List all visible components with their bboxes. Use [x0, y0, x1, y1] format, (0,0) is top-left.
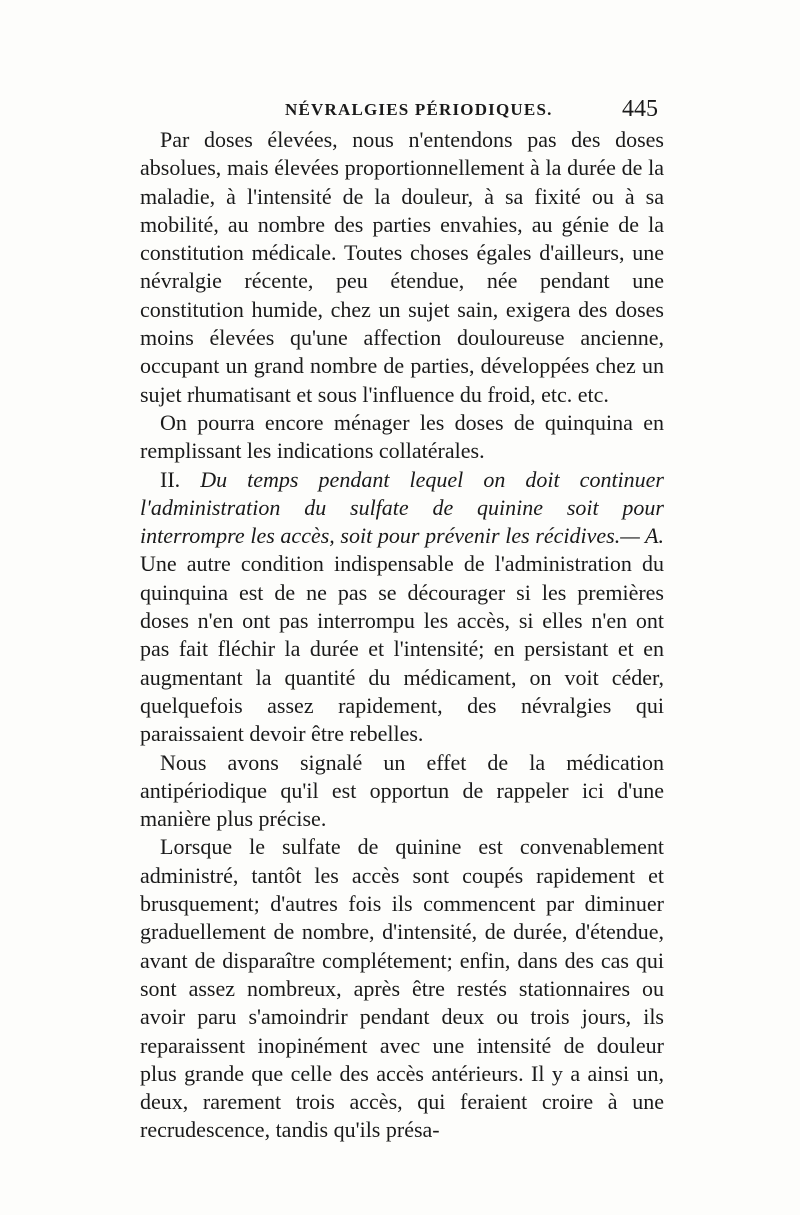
- running-title: NÉVRALGIES PÉRIODIQUES.: [285, 100, 553, 119]
- page-number: 445: [622, 96, 658, 122]
- paragraph-section-ii: [140, 466, 664, 749]
- page-header: [140, 96, 658, 126]
- section-heading: Du temps pendant lequel on doit continuer l'administration du sulfate de quinine soit pour interrompre les accès, soit pour prévenir les récidives.— A.: [140, 466, 664, 549]
- paragraph-quinquina: On pourra encore ménager les doses de quinquina en remplissant les indications collatérales.: [140, 409, 664, 464]
- body-text: [140, 126, 664, 1145]
- section-number: II.: [160, 466, 201, 492]
- paragraph-effet: Nous avons signalé un effet de la médication antipériodique qu'il est opportun de rappeler ici d'une manière plus précise.: [140, 749, 664, 832]
- paragraph-lorsque: Lorsque le sulfate de quinine est convenablement administré, tantôt les accès sont coupés rapidement et brusquement; d'autres fois ils commencent par diminuer graduellement de nombre, d'intensité, de durée, d'étendue, avant de disparaître complétement; enfin, dans des cas qui sont assez nombreux, après être restés stationnaires ou avoir paru s'amoindrir pendant deux ou trois jours, ils reparaissent inopinément avec une intensité de douleur plus grande que celle des accès antérieurs. Il y a ainsi un, deux, rarement trois accès, qui feraient croire à une recrudescence, tandis qu'ils présa-: [140, 834, 664, 1143]
- paragraph-doses: Par doses élevées, nous n'entendons pas des doses absolues, mais élevées proportionnellement à la durée de la maladie, à l'intensité de la douleur, à sa fixité ou à sa mobilité, au nombre des parties envahies, au génie de la constitution médicale. Toutes choses égales d'ailleurs, une névralgie récente, peu étendue, née pendant une constitution humide, chez un sujet sain, exigera des doses moins élevées qu'une affection douloureuse ancienne, occupant un grand nombre de parties, développées chez un sujet rhumatisant et sous l'influence du froid, etc. etc.: [140, 127, 664, 407]
- section-body: Une autre condition indispensable de l'administration du quinquina est de ne pas se décourager si les premières doses n'en ont pas interrompu les accès, si elles n'en ont pas fait fléchir la durée et l'intensité; en persistant et en augmentant la quantité du médicament, on voit céder, quelquefois assez rapidement, des névralgies qui paraissaient devoir être rebelles.: [140, 551, 664, 747]
